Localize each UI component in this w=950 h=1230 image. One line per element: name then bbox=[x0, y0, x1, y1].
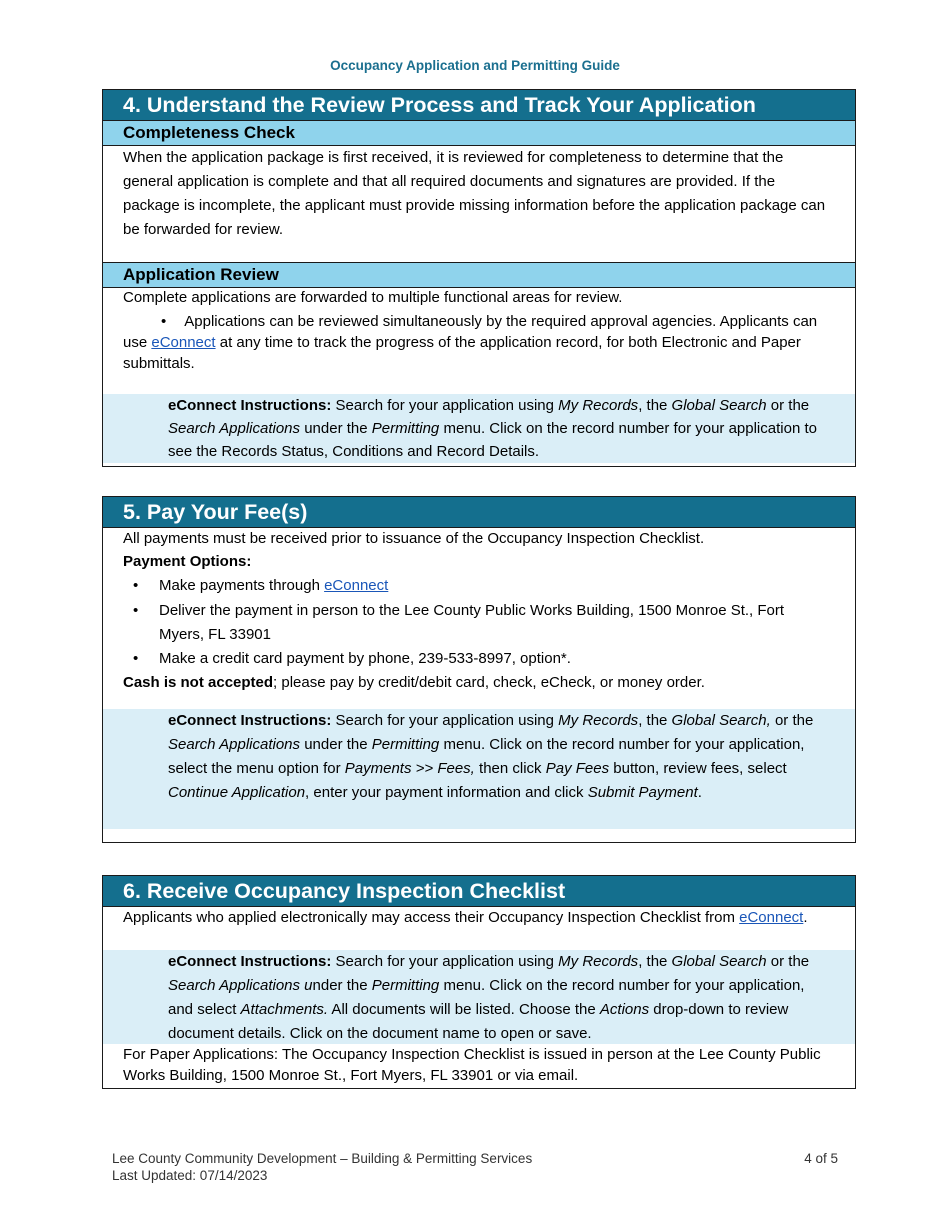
payment-options-label: Payment Options: bbox=[123, 553, 252, 570]
section-review-process bbox=[102, 89, 856, 467]
checklist-intro: Applicants who applied electronically may access their Occupancy Inspection Checklist from eConnect. bbox=[123, 909, 808, 926]
section-title: 5. Pay Your Fee(s) bbox=[103, 497, 855, 528]
list-item: • Deliver the payment in person to the Lee County Public Works Building, 1500 Monroe St., Fort Myers, FL 33901 bbox=[103, 599, 855, 647]
payment-options-list bbox=[103, 574, 855, 671]
econnect-instructions: eConnect Instructions: Search for your application using My Records, the Global Search, or the Search Applications under the Permitting menu. Click on the record number for your application, select the menu option for Payments >> Fees, then click Pay Fees button, review fees, select Continue Application, enter your payment information and click Submit Payment. bbox=[103, 709, 855, 829]
subsection-heading-completeness: Completeness Check bbox=[103, 121, 855, 146]
cash-note: Cash is not accepted; please pay by credit/debit card, check, eCheck, or money order. bbox=[123, 674, 705, 691]
section-title: 6. Receive Occupancy Inspection Checklist bbox=[103, 876, 855, 907]
footer-updated: Last Updated: 07/14/2023 bbox=[112, 1168, 268, 1183]
section-inspection-checklist bbox=[102, 875, 856, 1089]
section-title: 4. Understand the Review Process and Track Your Application bbox=[103, 90, 855, 121]
econnect-instructions: eConnect Instructions: Search for your application using My Records, the Global Search or the Search Applications under the Permitting menu. Click on the record number for your application to see the Records Status, Conditions and Record Details. bbox=[103, 394, 855, 463]
review-intro: Complete applications are forwarded to multiple functional areas for review. bbox=[123, 289, 623, 306]
subsection-heading-review: Application Review bbox=[103, 262, 855, 288]
econnect-link[interactable]: eConnect bbox=[151, 334, 216, 351]
econnect-link[interactable]: eConnect bbox=[324, 577, 389, 594]
paper-applications-note: For Paper Applications: The Occupancy Inspection Checklist is issued in person at the Lee County Public Works Building, 1500 Monroe St., Fort Myers, FL 33901 or via email. bbox=[123, 1046, 821, 1084]
page-number: 4 of 5 bbox=[804, 1151, 838, 1166]
list-item: • Make a credit card payment by phone, 239-533-8997, option*. bbox=[103, 647, 855, 671]
completeness-text: When the application package is first received, it is reviewed for completeness to determine that the general application is complete and that all required documents and signatures are provided. If the package is incomplete, the applicant must provide missing information before the application package can be forwarded for review. bbox=[123, 149, 826, 238]
econnect-instructions: eConnect Instructions: Search for your application using My Records, the Global Search or the Search Applications under the Permitting menu. Click on the record number for your application, and select Attachments. All documents will be listed. Choose the Actions drop-down to review document details. Click on the document name to open or save. bbox=[103, 950, 855, 1044]
section-pay-fees bbox=[102, 496, 856, 843]
page-footer bbox=[112, 1150, 838, 1184]
review-bullet: • Applications can be reviewed simultaneously by the required approval agencies. Applicants can use eConnect at any time to track the progress of the application record, for both Electronic and Paper submittals. bbox=[123, 313, 818, 372]
bullet-icon: • bbox=[161, 313, 167, 330]
page-header: Occupancy Application and Permitting Guide bbox=[330, 58, 620, 73]
list-item: • Make payments through eConnect bbox=[103, 574, 855, 598]
footer-org: Lee County Community Development – Building & Permitting Services bbox=[112, 1151, 533, 1166]
econnect-link[interactable]: eConnect bbox=[739, 909, 804, 926]
payment-intro: All payments must be received prior to issuance of the Occupancy Inspection Checklist. bbox=[123, 530, 705, 547]
